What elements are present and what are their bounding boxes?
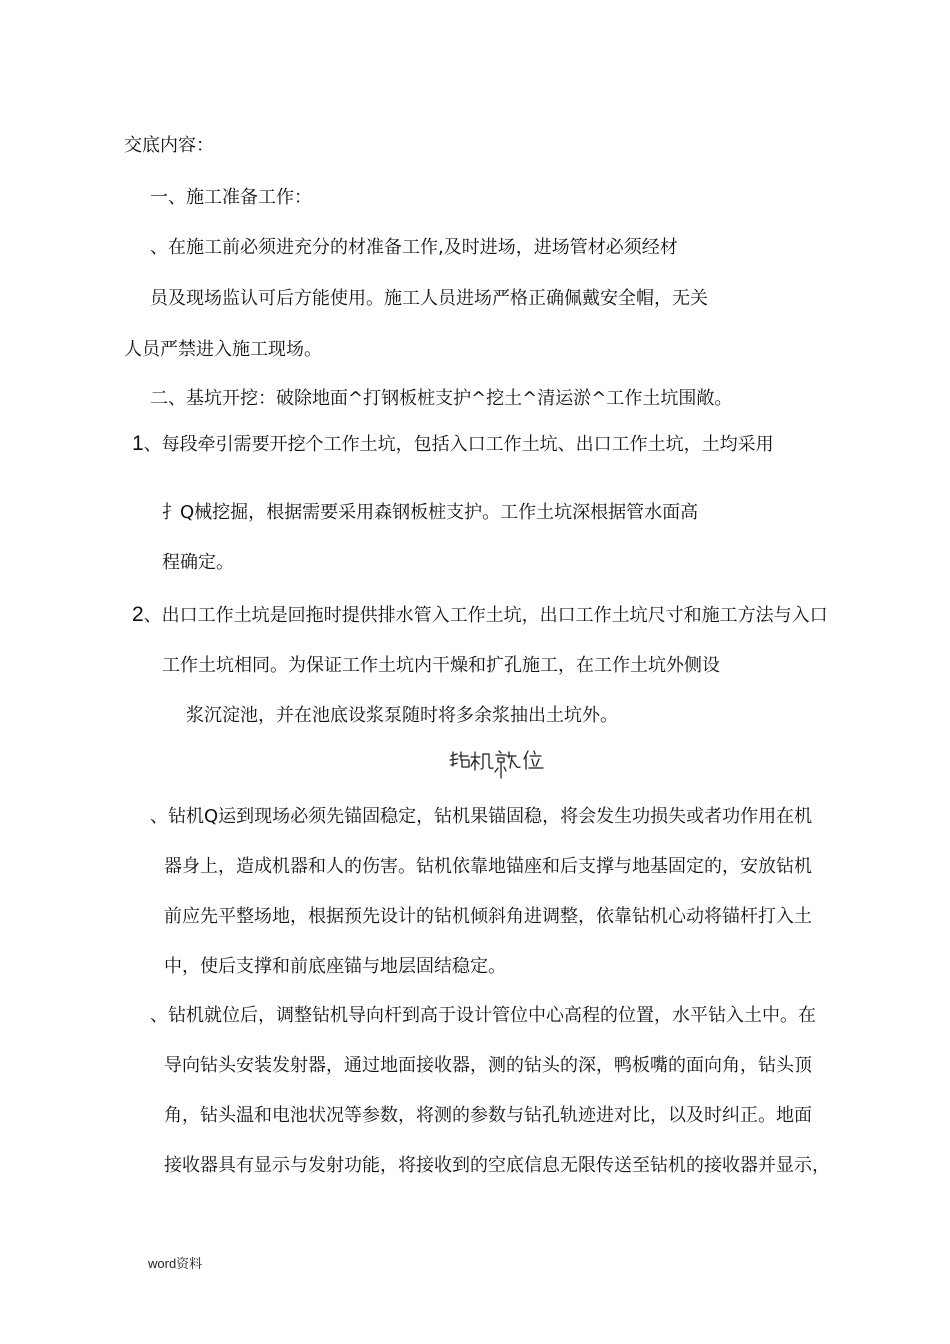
paragraph-1-line-2: 员及现场监认可后方能使用。施工人员进场严格正确佩戴安全帽，无关 <box>150 288 708 309</box>
item-1-line-1 <box>132 432 774 457</box>
paragraph-3-line-2: 器身上，造成机器和人的伤害。钻机依靠地锚座和后支撑与地基固定的，安放钻机 <box>164 856 812 877</box>
item-1-line-3: 程确定。 <box>162 552 234 573</box>
paragraph-4-line-3: 角，钻头温和电池状况等参数，将测的参数与钻孔轨迹进对比，以及时纠正。地面 <box>164 1105 812 1126</box>
paragraph-3-line-1: 、钻机Q运到现场必须先锚固稳定，钻机果锚固稳，将会发生功损失或者功作用在机 <box>150 806 813 827</box>
paragraph-4-line-2: 导向钻头安装发射器，通过地面接收器，测的钻头的深，鸭板嘴的面向角，钻头顶 <box>164 1055 812 1076</box>
item-2-line-3: 浆沉淀池，并在池底设浆泵随时将多余浆抽出土坑外。 <box>186 705 618 726</box>
item-2-text: 、出口工作土坑是回拖时提供排水管入工作土坑，出口工作土坑尺寸和施工方法与入口 <box>143 605 828 626</box>
footer-label: word资料 <box>148 1256 203 1271</box>
item-2-line-2: 工作土坑相同。为保证工作土坑内干燥和扩孔施工，在工作土坑外侧设 <box>162 655 720 676</box>
heading-content: 交底内容： <box>124 135 214 156</box>
paragraph-1-line-3: 人员严禁进入施工现场。 <box>124 339 322 360</box>
paragraph-3-line-4: 中，使后支撑和前底座锚与地层固结稳定。 <box>164 956 506 977</box>
paragraph-1-line-1: 、在施工前必须进充分的材准备工作,及时进场，进场管材必须经材 <box>150 237 678 258</box>
item-1-number: 1 <box>132 432 144 455</box>
item-2-number: 2 <box>132 603 144 626</box>
item-1-text: 、每段牵引需要开挖个工作土坑，包括入口工作土坑、出口工作土坑，土均采用 <box>143 434 774 455</box>
item-2-line-1 <box>132 603 828 628</box>
paragraph-3-line-3: 前应先平整场地，根据预先设计的钻机倾斜角进调整，依靠钻机心动将锚杆打入土 <box>164 906 812 927</box>
paragraph-4-line-4: 接收器具有显示与发射功能，将接收到的空底信息无限传送至钻机的接收器并显示， <box>164 1155 830 1176</box>
item-1-line-2: 扌Q械挖掘，根据需要采用森钢板桩支护。工作土坑深根据管水面高 <box>162 502 699 523</box>
handwritten-heading-drill-in-position <box>448 746 548 782</box>
paragraph-4-line-1: 、钻机就位后，调整钻机导向杆到高于设计管位中心高程的位置，水平钻入土中。在 <box>150 1005 816 1026</box>
section-2-title: 二、基坑开挖：破除地面^打钢板桩支护^挖土^清运淤^工作土坑围敞。 <box>150 388 733 409</box>
section-1-title: 一、施工准备工作： <box>150 187 312 208</box>
